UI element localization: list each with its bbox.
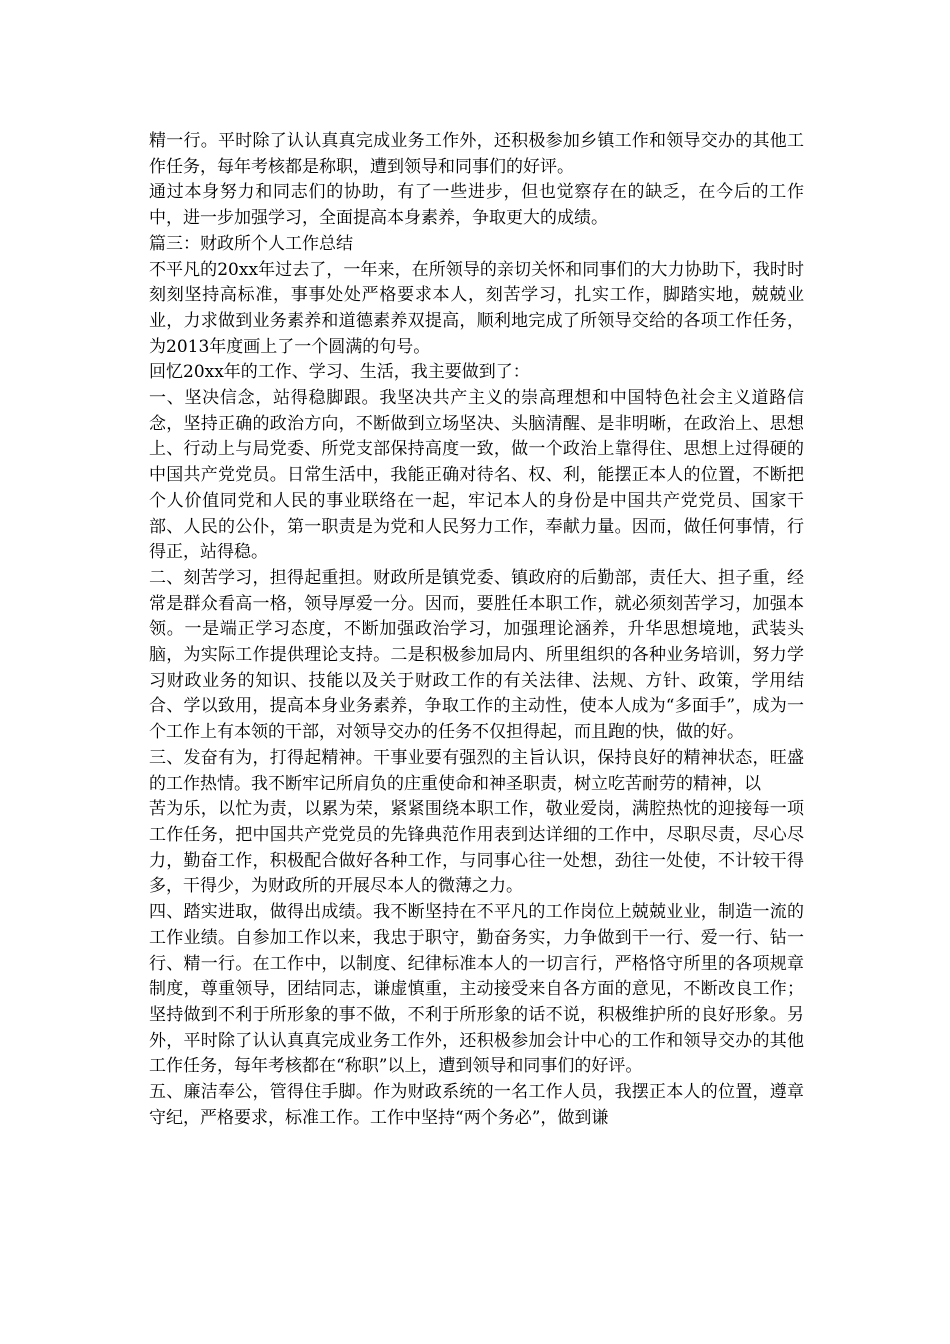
section-heading: 篇三：财政所个人工作总结 (149, 233, 353, 254)
paragraph-10: 五、廉洁奉公，管得住手脚。作为财政系统的一名工作人员，我摆正本人的位置，遵章守纪，严格要求，标准工作。工作中坚持“两个务必”，做到谦 (149, 1082, 804, 1128)
paragraph-1: 精一行。平时除了认认真真完成业务工作外，还积极参加乡镇工作和领导交办的其他工作任务，每年考核都是称职，遭到领导和同事们的好评。 (149, 131, 804, 177)
paragraph-9: 四、踏实进取，做得出成绩。我不断坚持在不平凡的工作岗位上兢兢业业，制造一流的工作业绩。自参加工作以来，我忠于职守，勤奋务实，力争做到干一行、爱一行、钻一行、精一行。在工作中，以制度、纪律标准本人的一切言行，严格恪守所里的各项规章制度，尊重领导，团结同志，谦虚慎重，主动接受来自各方面的意见，不断改良工作；坚持做到不利于所形象的事不做，不利于所形象的话不说，积极维护所的良好形象。另外，平时除了认认真真完成业务工作外，还积极参加会计中心的工作和领导交办的其他工作任务，每年考核都在“称职”以上，遭到领导和同事们的好评。 (149, 902, 804, 1077)
paragraph-6: 二、刻苦学习，担得起重担。财政所是镇党委、镇政府的后勤部，责任大、担子重，经常是群众看高一格，领导厚爱一分。因而，要胜任本职工作，就必须刻苦学习，加强本领。一是端正学习态度，不断加强政治学习，加强理论涵养，升华思想境地，武装头脑，为实际工作提供理论支持。二是积极参加局内、所里组织的各种业务培训，努力学习财政业务的知识、技能以及关于财政工作的有关法律、法规、方针、政策，学用结合、学以致用，提高本身业务素养，争取工作的主动性，使本人成为“多面手”，成为一个工作上有本领的干部，对领导交办的任务不仅担得起，而且跑的快，做的好。 (149, 567, 804, 743)
paragraph-4: 回忆20xx年的工作、学习、生活，我主要做到了： (149, 362, 530, 383)
paragraph-3: 不平凡的20xx年过去了，一年来，在所领导的亲切关怀和同事们的大力协助下，我时时刻刻坚持高标准，事事处处严格要求本人，刻苦学习，扎实工作，脚踏实地，兢兢业业，力求做到业务素养和道德素养双提高，顺利地完成了所领导交给的各项工作任务，为2013年度画上了一个圆满的句号。 (149, 259, 804, 357)
paragraph-7: 三、发奋有为，打得起精神。干事业要有强烈的主旨认识，保持良好的精神状态，旺盛的工作热情。我不断牢记所肩负的庄重使命和神圣职责，树立吃苦耐劳的精神，以 (149, 747, 804, 794)
paragraph-5: 一、坚决信念，站得稳脚跟。我坚决共产主义的崇高理想和中国特色社会主义道路信念，坚持正确的政治方向，不断做到立场坚决、头脑清醒、是非明晰，在政治上、思想上、行动上与局党委、所党支部保持高度一致，做一个政治上靠得住、思想上过得硬的中国共产党党员。日常生活中，我能正确对待名、权、利，能摆正本人的位置，不断把个人价值同党和人民的事业联络在一起，牢记本人的身份是中国共产党党员、国家干部、人民的公仆，第一职责是为党和人民努力工作，奉献力量。因而，做任何事情，行得正，站得稳。 (149, 388, 804, 563)
paragraph-2: 通过本身努力和同志们的协助，有了一些进步，但也觉察存在的缺乏，在今后的工作中，进一步加强学习，全面提高本身素养，争取更大的成绩。 (149, 182, 804, 229)
paragraph-8: 苦为乐，以忙为责，以累为荣，紧紧围绕本职工作，敬业爱岗，满腔热忱的迎接每一项工作任务，把中国共产党党员的先锋典范作用表到达详细的工作中，尽职尽责，尽心尽力，勤奋工作，积极配合做好各种工作，与同事心往一处想，劲往一处使，不计较干得多，干得少，为财政所的开展尽本人的微薄之力。 (149, 799, 804, 897)
document-body (149, 129, 804, 1131)
